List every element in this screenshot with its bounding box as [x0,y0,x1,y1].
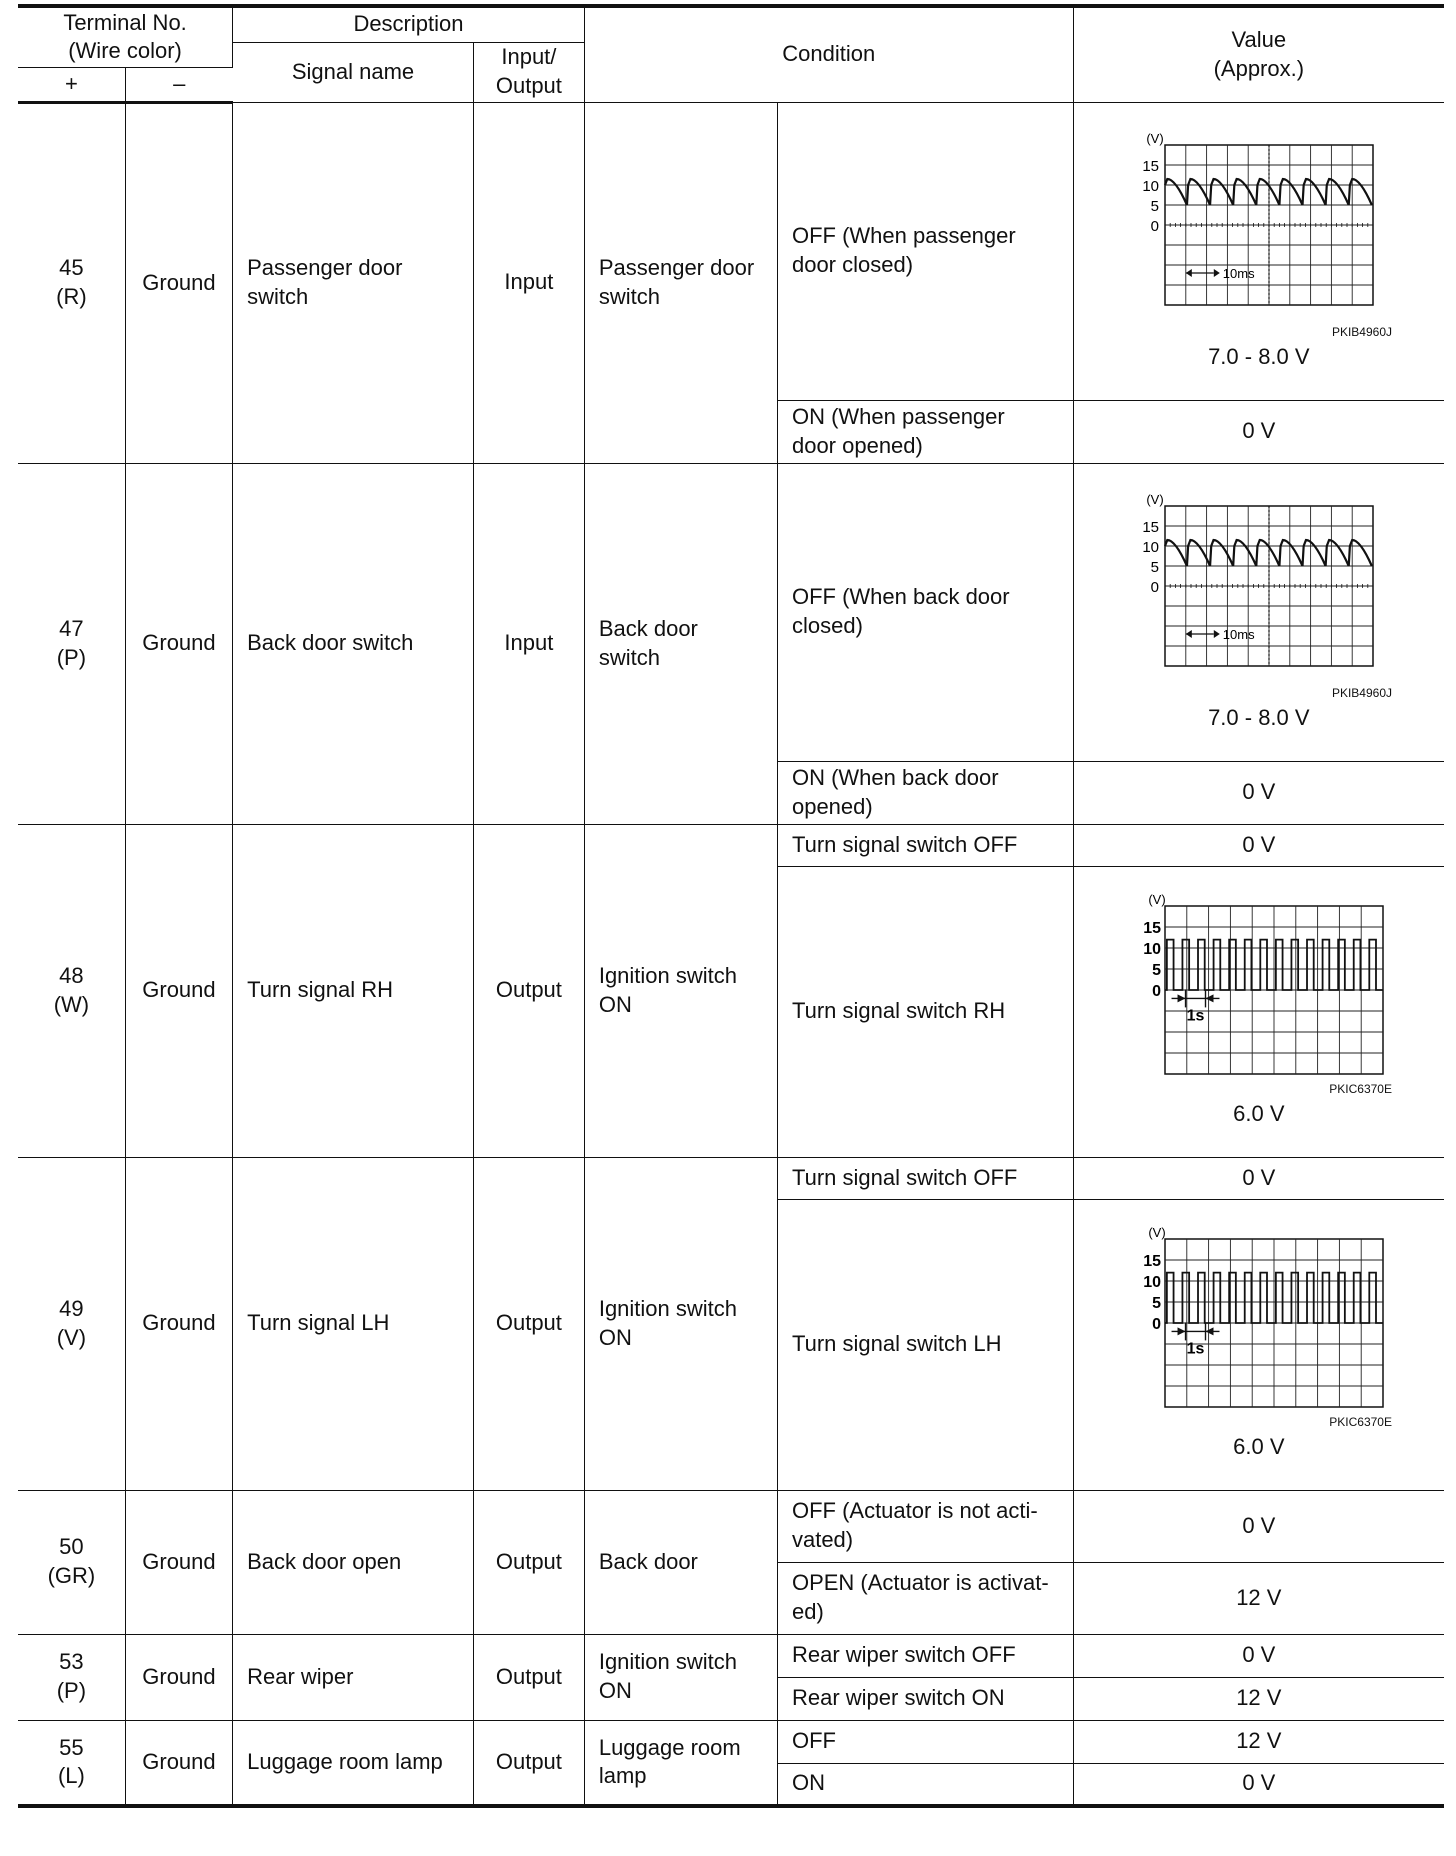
value-cell: 12 V [1073,1562,1444,1634]
value-cell: 12 V [1073,1720,1444,1763]
sub-condition-cell: ON [777,1763,1073,1806]
tick-label: 10 [1143,941,1161,959]
terminal-cell: 49 (V) [18,1157,125,1490]
tick-label: 10 [1143,1274,1161,1292]
value-cell: 0 V [1073,1634,1444,1677]
time-arrow [1177,995,1185,1003]
minus-header: – [125,67,232,102]
condition-header: Condition [584,6,1073,102]
ground-cell: Ground [125,463,232,824]
value-cell: 0 V [1073,824,1444,866]
time-arrow [1177,1328,1185,1336]
sub-condition-cell: ON (When passenger door opened) [777,400,1073,463]
tick-label: 5 [1151,962,1161,980]
signal-name-cell: Turn signal RH [233,824,474,1157]
unit-label: (V) [1148,1227,1166,1241]
sub-condition-cell: OFF (Actuator is not acti- vated) [777,1490,1073,1562]
sub-condition-cell: OFF [777,1720,1073,1763]
sub-condition-cell: OPEN (Actuator is activat- ed) [777,1562,1073,1634]
figure-code: PKIB4960J [1331,685,1392,700]
ground-cell: Ground [125,1157,232,1490]
tick-label: 10 [1142,538,1159,556]
tick-label: 15 [1142,157,1159,175]
sub-condition-cell: Turn signal switch OFF [777,1157,1073,1199]
sub-condition-cell: Turn signal switch LH [777,1199,1073,1490]
value-waveform-cell [1073,102,1444,400]
sub-condition-cell: Rear wiper switch ON [777,1677,1073,1720]
figure-code: PKIC6370E [1329,1082,1392,1097]
time-arrow [1214,630,1220,638]
io-cell: Output [473,824,584,1157]
signal-name-header: Signal name [233,42,474,102]
ground-cell: Ground [125,1490,232,1634]
unit-label: (V) [1146,130,1164,146]
sub-condition-cell: Turn signal switch OFF [777,824,1073,866]
signal-name-cell: Back door switch [233,463,474,824]
time-arrow [1186,269,1192,277]
time-arrow [1205,1328,1213,1336]
table-row [18,1490,1444,1562]
tick-label: 0 [1150,217,1159,235]
value-cell: 0 V [1073,400,1444,463]
input-output-header: Input/ Output [473,42,584,102]
io-cell: Output [473,1720,584,1806]
condition-cell: Ignition switch ON [584,824,777,1157]
time-arrow [1214,269,1220,277]
tick-label: 0 [1150,578,1159,596]
value-text: 6.0 V [1233,1101,1285,1126]
tick-label: 0 [1151,1316,1161,1334]
io-cell: Output [473,1157,584,1490]
sub-condition-cell: ON (When back door opened) [777,761,1073,824]
table-row [18,1720,1444,1763]
waveform-figure [1109,492,1409,688]
value-text: 7.0 - 8.0 V [1208,704,1310,730]
time-label: 10ms [1222,626,1255,642]
terminal-cell: 50 (GR) [18,1490,125,1634]
sub-condition-cell: OFF (When back door closed) [777,463,1073,761]
terminal-cell: 47 (P) [18,463,125,824]
ground-cell: Ground [125,1634,232,1720]
tick-label: 15 [1143,1253,1161,1271]
sub-condition-cell: Turn signal switch RH [777,866,1073,1157]
table-row [18,1634,1444,1677]
table-row [18,102,1444,400]
time-label: 10ms [1222,265,1255,281]
value-cell: 0 V [1073,1763,1444,1806]
tick-label: 5 [1150,558,1159,576]
condition-cell: Passenger door switch [584,102,777,463]
condition-cell: Ignition switch ON [584,1157,777,1490]
value-waveform-cell [1073,866,1444,1157]
waveform-figure [1109,131,1409,327]
ground-cell: Ground [125,824,232,1157]
tick-label: 10 [1142,177,1159,195]
terminal-cell: 55 (L) [18,1720,125,1806]
figure-code: PKIB4960J [1331,324,1392,339]
terminal-cell: 48 (W) [18,824,125,1157]
table-row [18,463,1444,761]
signal-name-cell: Passenger door switch [233,102,474,463]
signal-name-cell: Luggage room lamp [233,1720,474,1806]
terminal-no-header: Terminal No. (Wire color) [18,6,233,67]
terminal-cell: 53 (P) [18,1634,125,1720]
value-cell: 0 V [1073,761,1444,824]
signal-name-cell: Turn signal LH [233,1157,474,1490]
plus-header: + [18,67,125,102]
tick-label: 5 [1151,1295,1161,1313]
table-row [18,1157,1444,1199]
value-waveform-cell [1073,1199,1444,1490]
signal-name-cell: Back door open [233,1490,474,1634]
io-cell: Input [473,463,584,824]
tick-label: 15 [1143,920,1161,938]
io-cell: Output [473,1490,584,1634]
condition-cell: Luggage room lamp [584,1720,777,1806]
tick-label: 0 [1151,983,1161,1001]
value-header: Value (Approx.) [1073,6,1444,102]
unit-label: (V) [1148,894,1166,908]
time-label: 1s [1186,1007,1205,1025]
tick-label: 5 [1150,197,1159,215]
table-row [18,824,1444,866]
condition-cell: Back door [584,1490,777,1634]
value-waveform-cell [1073,463,1444,761]
value-cell: 0 V [1073,1157,1444,1199]
waveform-figure [1109,894,1409,1084]
condition-cell: Ignition switch ON [584,1634,777,1720]
waveform-figure [1109,1227,1409,1417]
unit-label: (V) [1146,491,1164,507]
io-cell: Output [473,1634,584,1720]
signal-name-cell: Rear wiper [233,1634,474,1720]
sub-condition-cell: Rear wiper switch OFF [777,1634,1073,1677]
description-header: Description [233,6,585,42]
time-arrow [1186,630,1192,638]
ground-cell: Ground [125,1720,232,1806]
sub-condition-cell: OFF (When passenger door closed) [777,102,1073,400]
condition-cell: Back door switch [584,463,777,824]
terminal-cell: 45 (R) [18,102,125,463]
figure-code: PKIC6370E [1329,1415,1392,1430]
tick-label: 15 [1142,518,1159,536]
io-cell: Input [473,102,584,463]
time-arrow [1205,995,1213,1003]
value-cell: 12 V [1073,1677,1444,1720]
value-text: 7.0 - 8.0 V [1208,343,1310,369]
value-cell: 0 V [1073,1490,1444,1562]
terminal-spec-table [18,4,1444,1808]
value-text: 6.0 V [1233,1434,1285,1459]
time-label: 1s [1186,1340,1205,1358]
ground-cell: Ground [125,102,232,463]
